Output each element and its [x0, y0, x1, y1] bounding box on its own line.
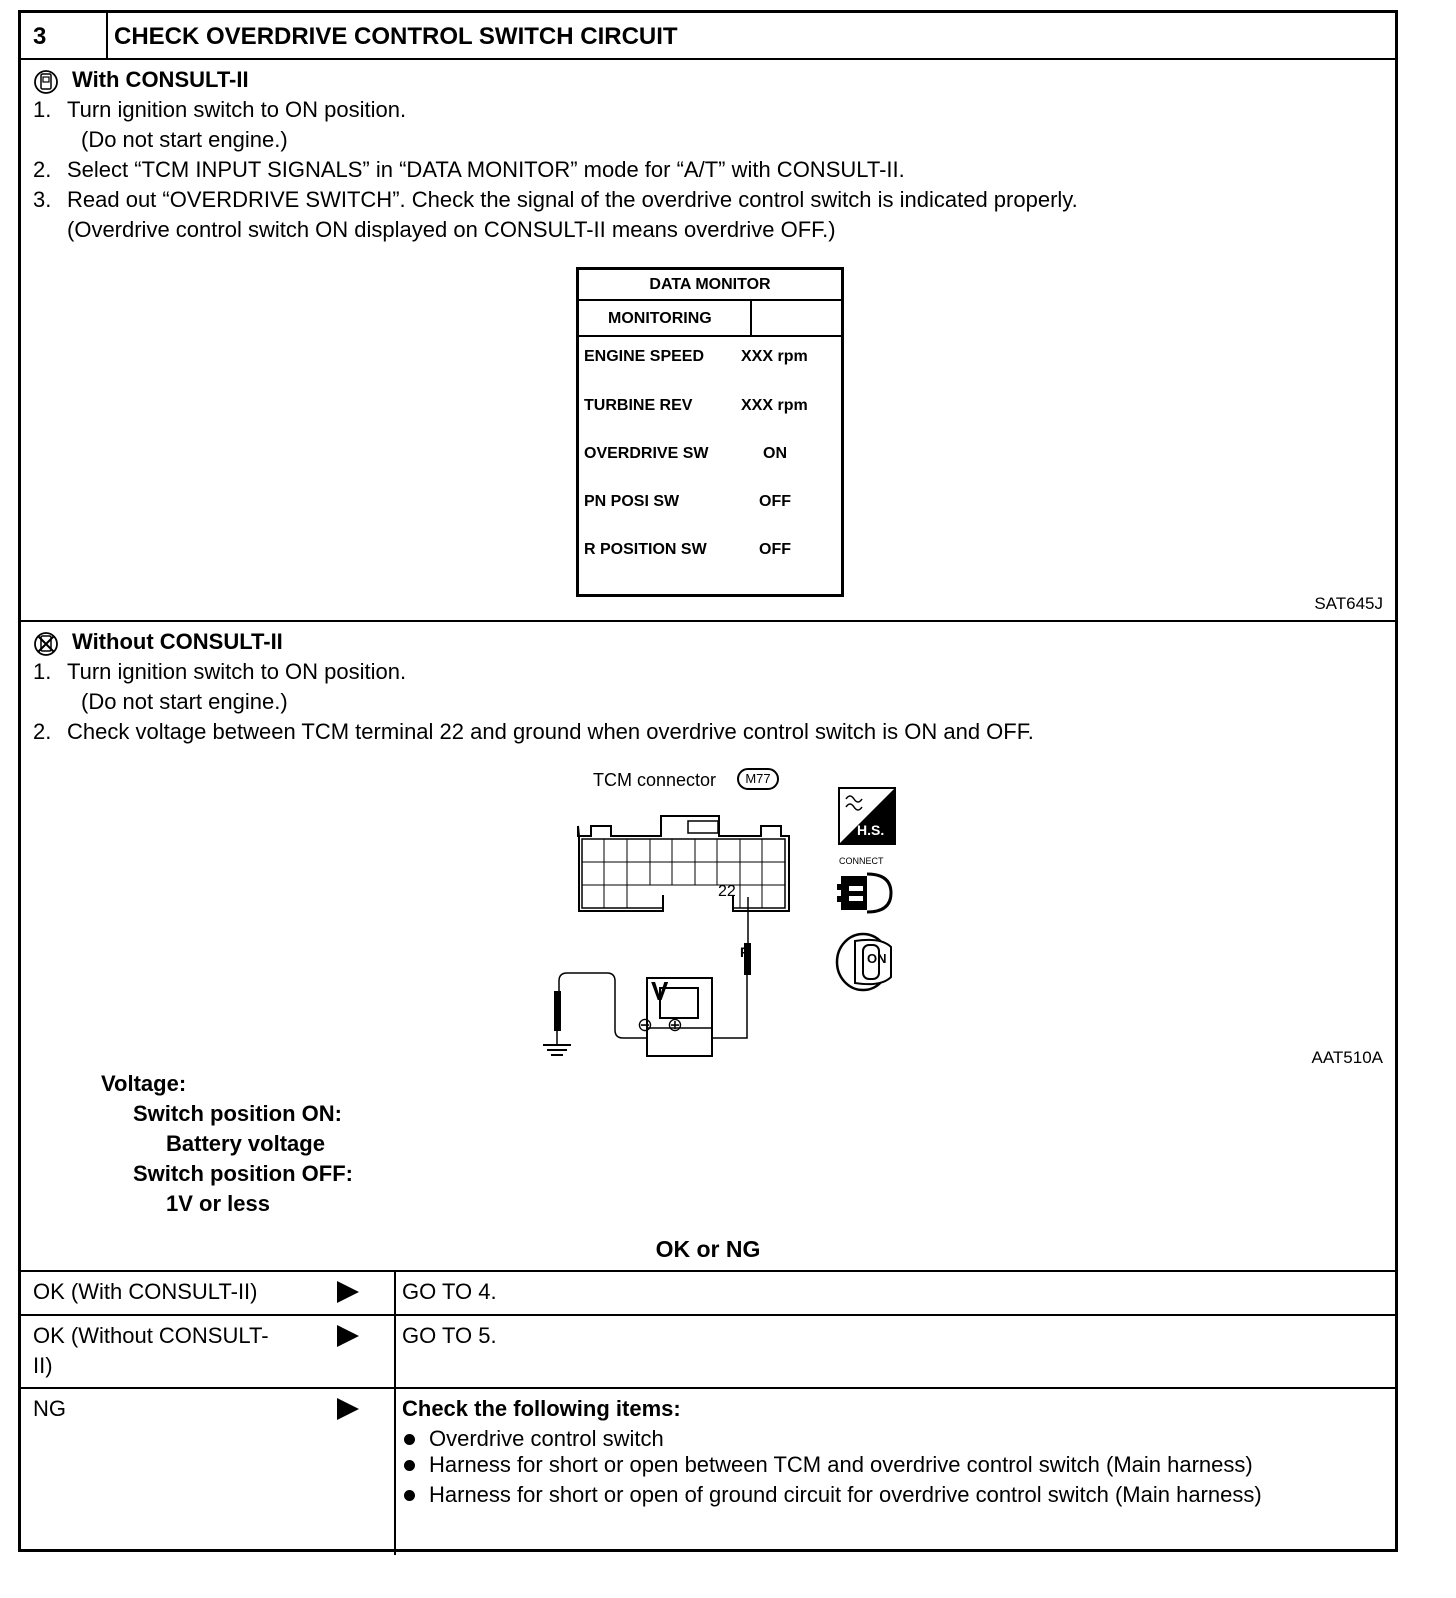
with-consult-title: With CONSULT-II [72, 67, 249, 92]
monitor-row-label: ENGINE SPEED [584, 348, 705, 365]
plus-terminal: ⊕ [667, 1015, 683, 1036]
hs-label: H.S. [857, 822, 885, 838]
divider [21, 620, 1395, 622]
data-monitor-screen [576, 267, 844, 597]
bullet-icon [404, 1490, 415, 1501]
monitor-divider [579, 299, 841, 301]
step-num-3: 3. [33, 187, 52, 212]
instruction-3-note: (Overdrive control switch ON displayed on CONSULT-II means overdrive OFF.) [67, 217, 836, 242]
step-title: CHECK OVERDRIVE CONTROL SWITCH CIRCUIT [114, 23, 678, 50]
result-condition: II) [33, 1353, 53, 1378]
connect-icon [837, 868, 895, 918]
instruction-1-note: (Do not start engine.) [81, 689, 288, 714]
check-item: Harness for short or open of ground circuit for overdrive control switch (Main harness) [429, 1482, 1262, 1507]
monitor-subdivider [750, 299, 752, 335]
result-condition: OK (With CONSULT-II) [33, 1279, 258, 1304]
monitor-row-label: PN POSI SW [584, 493, 680, 510]
step-num-1: 1. [33, 97, 52, 122]
monitor-row-value: XXX rpm [741, 348, 808, 365]
switch-off-value: 1V or less [166, 1191, 270, 1216]
monitor-divider [579, 335, 841, 337]
no-consult-icon [33, 631, 59, 657]
terminal-number: 22 [718, 883, 736, 900]
connector-diagram [511, 793, 811, 1063]
monitor-title: DATA MONITOR [649, 276, 771, 293]
monitor-row-value: OFF [759, 493, 791, 510]
header-divider [106, 13, 108, 58]
connect-label: CONNECT [839, 856, 884, 866]
step-number: 3 [33, 23, 47, 50]
divider [21, 1387, 1395, 1389]
divider [21, 58, 1395, 60]
key-on-label: ON [867, 951, 887, 966]
voltage-heading: Voltage: [101, 1071, 187, 1096]
connector-label: TCM connector [593, 770, 717, 790]
bullet-icon [404, 1434, 415, 1445]
without-consult-title: Without CONSULT-II [72, 629, 283, 654]
bullet-icon [404, 1460, 415, 1471]
result-condition: OK (Without CONSULT- [33, 1323, 269, 1348]
monitor-row-label: R POSITION SW [584, 541, 707, 558]
result-action: GO TO 4. [402, 1279, 497, 1304]
switch-on-value: Battery voltage [166, 1131, 325, 1156]
arrow-icon [337, 1281, 359, 1303]
instruction-1-note: (Do not start engine.) [81, 127, 288, 152]
monitor-row-label: TURBINE REV [584, 397, 693, 414]
ok-or-ng: OK or NG [655, 1236, 761, 1262]
result-action: GO TO 5. [402, 1323, 497, 1348]
divider [21, 1270, 1395, 1272]
instruction-2: Check voltage between TCM terminal 22 and ground when overdrive control switch is ON and OFF. [67, 719, 1034, 744]
connector-id-badge: M77 [737, 768, 779, 790]
consult-icon [33, 69, 59, 95]
step-num-1: 1. [33, 659, 52, 684]
arrow-icon [337, 1325, 359, 1347]
switch-on-label: Switch position ON: [133, 1101, 342, 1126]
instruction-1: Turn ignition switch to ON position. [67, 97, 407, 122]
arrow-icon [337, 1398, 359, 1420]
monitor-row-label: OVERDRIVE SW [584, 445, 709, 462]
voltmeter-symbol: V [651, 976, 669, 1006]
wire-color: R [740, 944, 751, 960]
divider [21, 1314, 1395, 1316]
result-action: Check the following items: [402, 1396, 681, 1421]
figure-id: SAT645J [1314, 594, 1383, 613]
step-num-2: 2. [33, 719, 52, 744]
step-num-2: 2. [33, 157, 52, 182]
check-item: Harness for short or open between TCM and overdrive control switch (Main harness) [429, 1452, 1253, 1477]
monitor-row-value: OFF [759, 541, 791, 558]
monitor-row-value: ON [763, 445, 787, 462]
switch-off-label: Switch position OFF: [133, 1161, 353, 1186]
check-item: Overdrive control switch [429, 1426, 664, 1451]
instruction-2: Select “TCM INPUT SIGNALS” in “DATA MONITOR” mode for “A/T” with CONSULT-II. [67, 157, 905, 182]
figure-id: AAT510A [1311, 1048, 1383, 1067]
monitor-row-value: XXX rpm [741, 397, 808, 414]
instruction-1: Turn ignition switch to ON position. [67, 659, 407, 684]
minus-terminal: ⊖ [637, 1015, 653, 1036]
result-condition: NG [33, 1396, 66, 1421]
procedure-frame [18, 10, 1398, 1552]
instruction-3: Read out “OVERDRIVE SWITCH”. Check the signal of the overdrive control switch is indicated properly. [67, 187, 1078, 212]
monitor-subtitle: MONITORING [608, 310, 712, 327]
results-divider [394, 1270, 396, 1555]
